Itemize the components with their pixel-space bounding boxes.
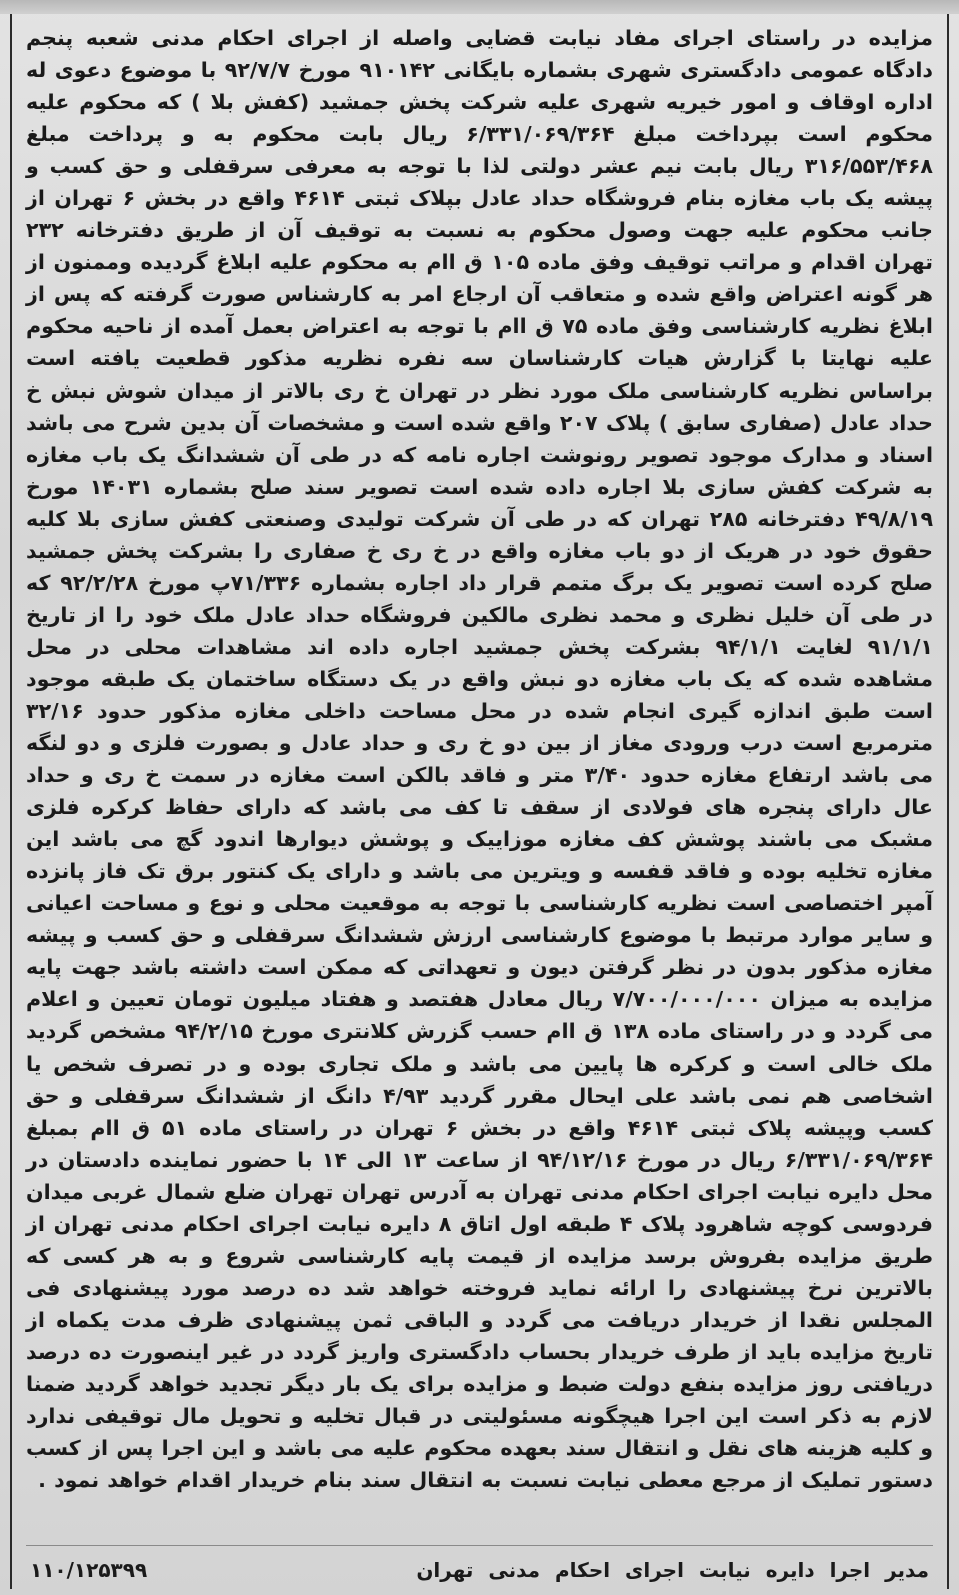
notice-code: ۱۱۰/۱۲۵۳۹۹ [30,1558,148,1582]
torn-top-edge [0,0,959,14]
signature-line: مدیر اجرا دایره نیابت اجرای احکام مدنی تهران [416,1558,929,1582]
auction-notice-body: مزایده در راستای اجرای مفاد نیابت قضایی واصله از اجرای احکام مدنی شعبه پنجم دادگاه عمومی دادگستری شهری بشماره بایگانی ۹۱۰۱۴۲ مورخ ۹۲/۷/۷ با موضوع دعوی له اداره اوقاف و امور خیریه شهری علیه شرکت پخش جمشید (کفش بلا ) که محکوم علیه محکوم است بپرداخت مبلغ ۶/۳۳۱/۰۶۹/۳۶۴ ریال بابت محکوم به و پرداخت مبلغ ۳۱۶/۵۵۳/۴۶۸ ریال بابت نیم عشر دولتی لذا با توجه به معرفی سرقفلی و حق کسب و پیشه یک باب مغازه بنام فروشگاه حداد عادل بپلاک ثبتی ۴۶۱۴ واقع در بخش ۶ تهران از جانب محکوم علیه جهت وصول محکوم به نسبت به توقیف آن از طریق دفترخانه ۲۳۲ تهران اقدام و مراتب توقیف وفق ماده ۱۰۵ ق اام به محکوم علیه ابلاغ گردیده وممنون از هر گونه اعتراض واقع شده و متعاقب آن ارجاع امر به کارشناس صورت گرفته که پس از ابلاغ نظریه کارشناسی وفق ماده ۷۵ ق اام با توجه به اعتراض بعمل آمده از ناحیه محکوم علیه نهایتا با گزارش هیات کارشناسان سه نفره نظریه مذکور قطعیت یافته است براساس نظریه کارشناسی ملک مورد نظر در تهران خ ری بالاتر از میدان شوش نبش خ حداد عادل (صفاری سابق ) پلاک ۲۰۷ واقع شده است و مشخصات آن بدین شرح می باشد اسناد و مدارک موجود تصویر رونوشت اجاره نامه که در طی آن ششدانگ یک باب مغازه به شرکت کفش سازی بلا اجاره داده شده است تصویر سند صلح بشماره ۱۴۰۳۱ مورخ ۴۹/۸/۱۹ دفترخانه ۲۸۵ تهران که در طی آن شرکت تولیدی وصنعتی کفش سازی بلا کلیه حقوق خود در هریک از دو باب مغازه واقع در خ ری خ صفاری را بشرکت پخش جمشید صلح کرده است تصویر یک برگ متمم قرار داد اجاره بشماره ۷۱/۳۳۶پ مورخ ۹۲/۲/۲۸ که در طی آن خلیل نظری و محمد نظری مالکین فروشگاه حداد عادل ملک خود را از تاریخ ۹۱/۱/۱ لغایت ۹۴/۱/۱ بشرکت پخش جمشید اجاره داده اند مشاهدات محلی در محل مشاهده شده که یک باب مغازه دو نبش واقع در یک دستگاه ساختمان یک طبقه موجود است طبق اندازه گیری انجام شده در محل مساحت داخلی مغازه مذکور حدود ۳۲/۱۶ مترمربع است درب ورودی مغاز از بین دو خ ری و حداد عادل و بصورت فلزی و دو لنگه می باشد ارتفاع مغازه حدود ۳/۴۰ متر و فاقد بالکن است مغازه در سمت خ ری و حداد عال دارای پنجره های فولادی از سقف تا کف می باشد که دارای حفاظ کرکره فلزی مشبک می باشند پوشش کف مغازه موزاییک و پوشش دیوارها اندود گچ می باشد این مغازه تخلیه بوده و فاقد قفسه و ویترین می باشد و دارای یک کنتور برق تک فاز پانزده آمپر اختصاصی است نظریه کارشناسی با توجه به موقعیت محلی و نوع و مساحت اعیانی و سایر موارد مرتبط با موضوع کارشناسی ارزش ششدانگ سرقفلی و حق کسب و پیشه مغازه مذکور بدون در نظر گرفتن دیون و تعهداتی که ممکن است داشته باشد جهت پایه مزایده به میزان ۷/۷۰۰/۰۰۰/۰۰۰ ریال معادل هفتصد و هفتاد میلیون تومان تعیین و اعلام می گردد و در راستای ماده ۱۳۸ ق اام حسب گزرش کلانتری مورخ ۹۴/۲/۱۵ مشخص گردید ملک خالی است و کرکره ها پایین می باشد و ملک تجاری بوده و در تصرف شخص یا اشخاصی هم نمی باشد علی ایحال مقرر گردید ۴/۹۳ دانگ از ششدانگ سرقفلی و حق کسب وپیشه پلاک ثبتی ۴۶۱۴ واقع در بخش ۶ تهران در راستای ماده ۵۱ ق اام بمبلغ ۶/۳۳۱/۰۶۹/۳۶۴ ریال در مورخ ۹۴/۱۲/۱۶ از ساعت ۱۳ الی ۱۴ با حضور نماینده دادستان در محل دایره نیابت اجرای احکام مدنی تهران به آدرس تهران تهران ضلع شمال غربی میدان فردوسی کوچه شاهرود پلاک ۴ طبقه اول اتاق ۸ دایره نیابت اجرای احکام مدنی تهران از طریق مزایده بفروش برسد مزایده از قیمت پایه کارشناسی شروع و به هر کسی که بالاترین نرخ پیشنهادی را ارائه نماید فروخته خواهد شد ده درصد مورد پیشنهادی فی المجلس نقدا از خریدار دریافت می گردد و الباقی ثمن پیشنهادی ظرف مدت یکماه از تاریخ مزایده باید از طرف خریدار بحساب دادگستری واریز گردد در غیر اینصورت ده درصد دریافتی روز مزایده بنفع دولت ضبط و مزایده برای یک بار دیگر تجدید خواهد گردید ضمنا لازم به ذکر است این اجرا هیچگونه مسئولیتی در قبال تخلیه و تحویل مال توقیفی ندارد و کلیه هزینه های نقل و انتقال سند بعهده محکوم علیه می باشد و این اجرا پس از کسب دستور تملیک از مرجع معطی نیابت نسبت به انتقال سند بنام خریدار اقدام خواهد نمود . [26,26,934,1493]
footer-divider [26,1545,933,1546]
frame-border-left [10,14,12,1589]
frame-border-right [947,14,949,1589]
notice-footer [30,1555,929,1585]
